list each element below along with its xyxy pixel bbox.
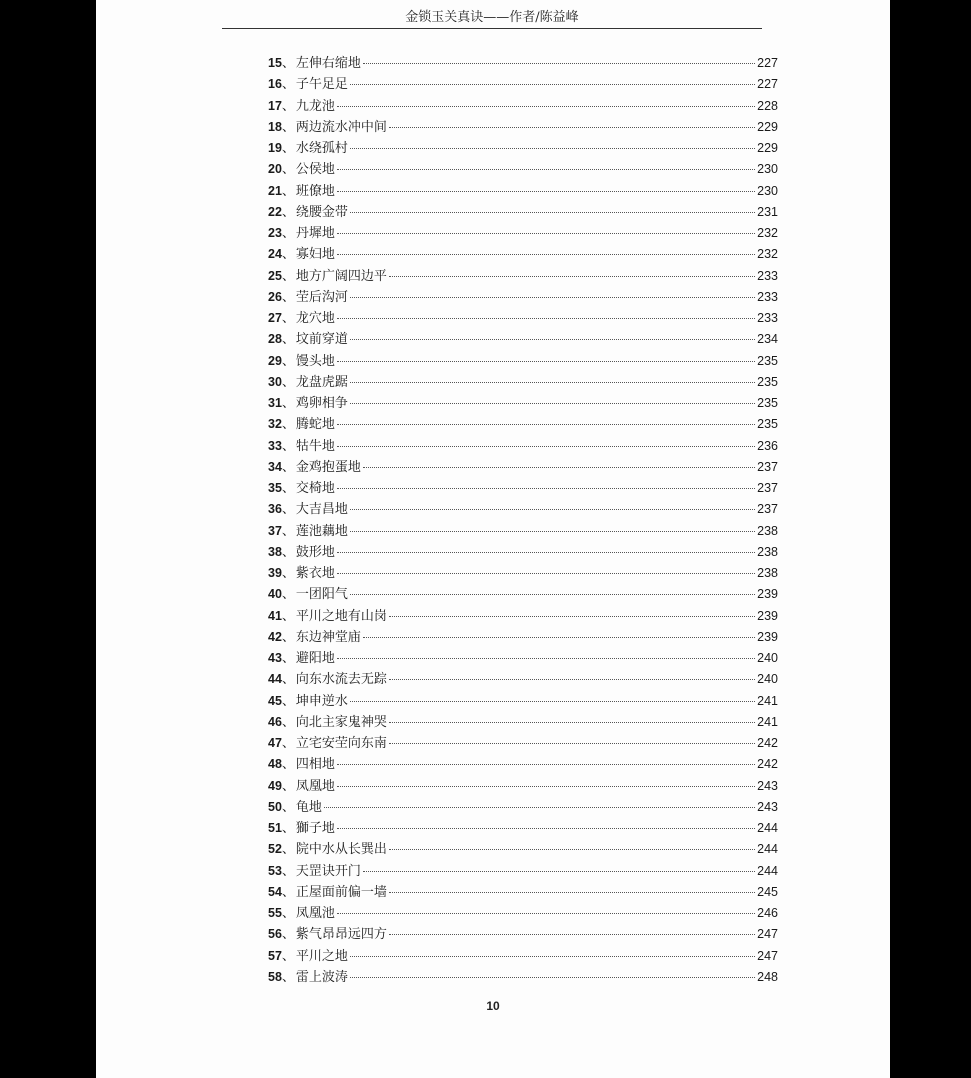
toc-dot-leader	[389, 276, 755, 277]
toc-entry-title: 凤凰地	[295, 778, 335, 794]
toc-entry-number: 56	[268, 927, 282, 942]
toc-entry-title: 獅子地	[295, 821, 335, 836]
toc-entry-title: 寡妇地	[295, 247, 335, 263]
toc-entry-page: 230	[757, 183, 778, 198]
toc-entry-separator: 、	[281, 502, 295, 518]
toc-entry-separator: 、	[281, 481, 295, 496]
toc-entry-separator: 、	[281, 141, 295, 156]
toc-entry-title: 凤凰池	[295, 906, 335, 921]
toc-entry-title: 向北主家鬼神哭	[295, 714, 387, 730]
toc-entry[interactable]	[268, 797, 778, 818]
toc-dot-leader	[350, 382, 755, 383]
toc-entry-page: 227	[757, 77, 778, 92]
toc-dot-leader	[389, 934, 755, 935]
toc-entry-number: 32	[268, 417, 282, 432]
toc-entry-title: 大吉昌地	[295, 502, 348, 518]
toc-entry[interactable]	[268, 117, 778, 138]
toc-dot-leader	[337, 191, 755, 192]
toc-entry-page: 248	[757, 969, 778, 984]
toc-entry[interactable]	[268, 967, 778, 988]
toc-dot-leader	[350, 212, 755, 213]
toc-dot-leader	[350, 297, 755, 298]
toc-entry-separator: 、	[281, 927, 295, 943]
toc-entry-separator: 、	[281, 289, 295, 305]
toc-entry[interactable]	[268, 351, 778, 372]
toc-entry-page: 243	[757, 778, 778, 793]
toc-entry[interactable]	[268, 266, 778, 287]
toc-entry[interactable]	[268, 244, 778, 265]
toc-dot-leader	[337, 318, 755, 319]
toc-entry-number: 39	[268, 566, 282, 580]
toc-entry-page: 230	[757, 162, 778, 177]
toc-entry[interactable]	[268, 712, 778, 733]
toc-entry-title: 立宅安茔向东南	[295, 736, 387, 751]
table-of-contents	[268, 53, 778, 988]
toc-entry-separator: 、	[281, 948, 295, 964]
toc-entry[interactable]	[268, 414, 778, 435]
toc-entry-number: 53	[268, 863, 282, 878]
toc-entry-number: 36	[268, 502, 282, 517]
toc-entry-separator: 、	[281, 672, 295, 688]
toc-dot-leader	[389, 679, 755, 680]
toc-entry-separator: 、	[281, 736, 295, 751]
toc-entry-number: 33	[268, 438, 282, 453]
toc-entry-number: 28	[268, 332, 282, 347]
toc-dot-leader	[337, 488, 755, 489]
toc-entry-page: 241	[757, 714, 778, 729]
toc-entry-title: 院中水从长巽出	[295, 842, 387, 858]
toc-entry-separator: 、	[281, 226, 295, 241]
toc-entry-title: 一团阳气	[295, 587, 348, 603]
toc-entry-number: 42	[268, 629, 282, 644]
toc-dot-leader	[389, 743, 755, 744]
toc-entry-number: 26	[268, 289, 282, 304]
toc-entry[interactable]	[268, 308, 778, 329]
toc-entry-separator: 、	[281, 98, 295, 114]
toc-dot-leader	[337, 169, 755, 170]
toc-entry-page: 239	[757, 587, 778, 602]
toc-entry-separator: 、	[281, 56, 295, 71]
toc-entry[interactable]	[268, 521, 778, 542]
toc-entry-title: 绕腰金带	[295, 204, 348, 220]
toc-entry-page: 235	[757, 353, 778, 368]
toc-entry[interactable]	[268, 627, 778, 648]
toc-entry[interactable]	[268, 691, 778, 712]
toc-entry[interactable]	[268, 606, 778, 627]
toc-entry-separator: 、	[281, 714, 295, 730]
toc-entry-separator: 、	[281, 204, 295, 220]
toc-entry-page: 247	[757, 948, 778, 963]
toc-entry-separator: 、	[281, 77, 295, 93]
toc-dot-leader	[337, 233, 755, 234]
toc-dot-leader	[389, 127, 755, 128]
toc-dot-leader	[337, 913, 755, 914]
toc-entry-title: 雷上波涛	[295, 969, 348, 985]
toc-entry-page: 229	[757, 119, 778, 134]
toc-entry-separator: 、	[281, 757, 295, 773]
toc-entry[interactable]	[268, 754, 778, 775]
toc-entry[interactable]	[268, 946, 778, 967]
toc-entry-title: 水绕孤村	[295, 141, 348, 156]
toc-entry-page: 234	[757, 332, 778, 347]
toc-entry-number: 35	[268, 481, 282, 495]
toc-entry[interactable]	[268, 74, 778, 95]
toc-dot-leader	[350, 148, 755, 149]
toc-entry-separator: 、	[281, 162, 295, 178]
toc-entry-title: 向东水流去无踪	[295, 672, 387, 688]
toc-entry[interactable]	[268, 648, 778, 669]
toc-entry-number: 22	[268, 204, 282, 219]
toc-entry-page: 244	[757, 821, 778, 835]
toc-entry-title: 平川之地有山岗	[295, 608, 387, 624]
toc-entry-page: 227	[757, 56, 778, 70]
toc-dot-leader	[389, 616, 755, 617]
toc-entry-number: 54	[268, 884, 282, 899]
toc-entry-separator: 、	[281, 651, 295, 666]
toc-entry-title: 牯牛地	[295, 438, 335, 454]
toc-entry-separator: 、	[281, 821, 295, 836]
toc-entry-number: 15	[268, 56, 282, 70]
toc-entry-title: 四相地	[295, 757, 335, 773]
toc-entry-page: 231	[757, 204, 778, 219]
toc-entry-number: 34	[268, 459, 282, 474]
toc-entry-page: 245	[757, 884, 778, 899]
toc-entry-page: 237	[757, 481, 778, 495]
toc-entry-number: 43	[268, 651, 282, 665]
toc-dot-leader	[337, 106, 755, 107]
toc-entry[interactable]	[268, 329, 778, 350]
toc-entry[interactable]	[268, 159, 778, 180]
toc-entry-separator: 、	[281, 459, 295, 475]
toc-entry-page: 233	[757, 268, 778, 283]
toc-dot-leader	[337, 658, 755, 659]
toc-entry-separator: 、	[281, 311, 295, 326]
toc-entry-number: 41	[268, 608, 282, 623]
toc-entry-page: 243	[757, 799, 778, 814]
toc-entry[interactable]	[268, 478, 778, 499]
toc-entry-page: 237	[757, 459, 778, 474]
toc-entry-separator: 、	[281, 906, 295, 921]
toc-dot-leader	[350, 701, 755, 702]
toc-entry-separator: 、	[281, 332, 295, 348]
toc-entry-page: 246	[757, 906, 778, 920]
toc-entry-number: 52	[268, 842, 282, 857]
toc-entry-separator: 、	[281, 353, 295, 369]
toc-dot-leader	[350, 84, 755, 85]
toc-entry[interactable]	[268, 776, 778, 797]
page-number: 10	[486, 999, 500, 1013]
toc-dot-leader	[324, 807, 755, 808]
toc-dot-leader	[337, 446, 755, 447]
toc-entry-number: 51	[268, 821, 282, 835]
toc-entry[interactable]	[268, 457, 778, 478]
toc-entry-separator: 、	[281, 183, 295, 199]
toc-entry-separator: 、	[281, 247, 295, 263]
toc-entry[interactable]	[268, 53, 778, 74]
toc-entry-number: 18	[268, 119, 282, 134]
toc-dot-leader	[389, 849, 755, 850]
toc-entry-title: 茔后沟河	[295, 289, 348, 305]
toc-entry-page: 232	[757, 226, 778, 240]
toc-entry-separator: 、	[281, 629, 295, 645]
toc-dot-leader	[350, 531, 755, 532]
toc-dot-leader	[389, 892, 755, 893]
toc-entry-title: 鸡卵相争	[295, 396, 348, 411]
toc-dot-leader	[337, 786, 755, 787]
toc-dot-leader	[337, 254, 755, 255]
toc-entry[interactable]	[268, 924, 778, 945]
toc-entry[interactable]	[268, 818, 778, 839]
toc-entry-page: 229	[757, 141, 778, 155]
toc-entry-number: 49	[268, 778, 282, 793]
toc-entry[interactable]	[268, 563, 778, 584]
toc-entry-number: 23	[268, 226, 282, 240]
toc-dot-leader	[337, 764, 755, 765]
toc-entry[interactable]	[268, 287, 778, 308]
toc-entry-number: 37	[268, 523, 282, 538]
toc-entry-number: 17	[268, 98, 282, 113]
toc-entry[interactable]	[268, 669, 778, 690]
toc-entry-separator: 、	[281, 417, 295, 433]
toc-entry-page: 241	[757, 693, 778, 708]
toc-entry-separator: 、	[281, 544, 295, 560]
toc-entry-separator: 、	[281, 523, 295, 539]
toc-entry-title: 平川之地	[295, 948, 348, 964]
toc-entry-separator: 、	[281, 374, 295, 390]
toc-entry-title: 班僚地	[295, 183, 335, 199]
toc-entry-number: 27	[268, 311, 282, 325]
toc-entry-title: 腾蛇地	[295, 417, 335, 433]
toc-entry[interactable]	[268, 861, 778, 882]
toc-entry-page: 239	[757, 629, 778, 644]
toc-entry[interactable]	[268, 202, 778, 223]
toc-entry-separator: 、	[281, 268, 295, 284]
toc-entry-title: 紫衣地	[295, 566, 335, 581]
toc-entry[interactable]	[268, 839, 778, 860]
toc-entry-page: 247	[757, 927, 778, 942]
toc-entry[interactable]	[268, 882, 778, 903]
toc-entry-page: 238	[757, 523, 778, 538]
toc-entry-separator: 、	[281, 608, 295, 624]
toc-entry-separator: 、	[281, 438, 295, 454]
toc-entry-page: 240	[757, 651, 778, 665]
toc-entry-page: 235	[757, 396, 778, 410]
toc-entry-page: 237	[757, 502, 778, 517]
toc-entry[interactable]	[268, 542, 778, 563]
toc-entry-page: 244	[757, 842, 778, 857]
toc-dot-leader	[337, 573, 755, 574]
toc-entry-separator: 、	[281, 587, 295, 603]
toc-entry[interactable]	[268, 372, 778, 393]
toc-entry-page: 236	[757, 438, 778, 453]
toc-dot-leader	[350, 594, 755, 595]
toc-entry-page: 235	[757, 417, 778, 432]
toc-entry-number: 21	[268, 183, 282, 198]
toc-entry-title: 交椅地	[295, 481, 335, 496]
toc-entry-separator: 、	[281, 566, 295, 581]
toc-entry-page: 228	[757, 98, 778, 113]
toc-entry-page: 235	[757, 374, 778, 389]
running-header: 金锁玉关真诀——作者/陈益峰	[222, 8, 762, 29]
toc-entry-page: 233	[757, 311, 778, 325]
toc-entry-page: 239	[757, 608, 778, 623]
toc-entry-separator: 、	[281, 799, 295, 815]
toc-entry[interactable]	[268, 499, 778, 520]
toc-dot-leader	[337, 361, 755, 362]
toc-entry-page: 238	[757, 566, 778, 580]
toc-dot-leader	[350, 339, 755, 340]
toc-entry-number: 31	[268, 396, 282, 410]
toc-entry-title: 龟地	[295, 799, 322, 815]
toc-entry-title: 避阳地	[295, 651, 335, 666]
toc-entry-number: 45	[268, 693, 282, 708]
toc-entry-title: 公侯地	[295, 162, 335, 178]
toc-entry[interactable]	[268, 181, 778, 202]
toc-entry-title: 两边流水冲中间	[295, 119, 387, 135]
toc-entry[interactable]	[268, 733, 778, 754]
toc-entry-number: 47	[268, 736, 282, 750]
toc-entry[interactable]	[268, 138, 778, 159]
toc-entry[interactable]	[268, 436, 778, 457]
toc-entry-number: 19	[268, 141, 282, 155]
toc-entry-title: 鼓形地	[295, 544, 335, 560]
toc-entry-page: 232	[757, 247, 778, 262]
toc-entry-separator: 、	[281, 842, 295, 858]
toc-dot-leader	[350, 509, 755, 510]
toc-entry-title: 坟前穿道	[295, 332, 348, 348]
toc-entry-page: 238	[757, 544, 778, 559]
toc-entry-number: 30	[268, 374, 282, 389]
toc-entry-title: 九龙池	[295, 98, 335, 114]
toc-entry-title: 龙穴地	[295, 311, 335, 326]
toc-dot-leader	[363, 63, 755, 64]
toc-entry-page: 242	[757, 757, 778, 772]
toc-entry-number: 48	[268, 757, 282, 772]
toc-entry-number: 55	[268, 906, 282, 920]
toc-entry-page: 242	[757, 736, 778, 750]
toc-entry-separator: 、	[281, 119, 295, 135]
toc-dot-leader	[363, 871, 755, 872]
toc-entry-title: 东边神堂庙	[295, 629, 361, 645]
toc-dot-leader	[363, 467, 755, 468]
toc-entry-number: 20	[268, 162, 282, 177]
toc-dot-leader	[389, 722, 755, 723]
toc-entry-separator: 、	[281, 969, 295, 985]
toc-entry-separator: 、	[281, 778, 295, 794]
toc-entry-number: 16	[268, 77, 282, 92]
toc-dot-leader	[337, 424, 755, 425]
toc-entry[interactable]	[268, 584, 778, 605]
toc-entry-title: 天罡诀开门	[295, 863, 361, 879]
toc-entry[interactable]	[268, 393, 778, 414]
toc-dot-leader	[350, 403, 755, 404]
toc-entry-separator: 、	[281, 396, 295, 411]
toc-entry-title: 正屋面前偏一墙	[295, 884, 387, 900]
toc-entry[interactable]	[268, 96, 778, 117]
toc-entry-title: 金鸡抱蛋地	[295, 459, 361, 475]
toc-entry-number: 46	[268, 714, 282, 729]
toc-entry-title: 紫气昂昂远四方	[295, 927, 387, 943]
toc-entry-number: 40	[268, 587, 282, 602]
toc-entry-title: 坤申逆水	[295, 693, 348, 709]
toc-entry-number: 44	[268, 672, 282, 687]
toc-entry-title: 莲池藕地	[295, 523, 348, 539]
toc-entry-separator: 、	[281, 863, 295, 879]
toc-entry-number: 38	[268, 544, 282, 559]
toc-entry-number: 50	[268, 799, 282, 814]
toc-entry-page: 244	[757, 863, 778, 878]
toc-dot-leader	[363, 637, 755, 638]
toc-entry-number: 29	[268, 353, 282, 368]
toc-entry-title: 地方广阔四边平	[295, 268, 387, 284]
toc-entry-page: 233	[757, 289, 778, 304]
toc-entry-separator: 、	[281, 884, 295, 900]
toc-dot-leader	[350, 977, 755, 978]
toc-entry-separator: 、	[281, 693, 295, 709]
toc-entry-title: 子午足足	[295, 77, 348, 93]
toc-dot-leader	[337, 552, 755, 553]
toc-entry-title: 左伸右缩地	[295, 56, 361, 71]
toc-entry-title: 丹墀地	[295, 226, 335, 241]
toc-entry-title: 龙盘虎踞	[295, 374, 348, 390]
toc-entry[interactable]	[268, 223, 778, 244]
toc-entry-page: 240	[757, 672, 778, 687]
toc-entry-number: 24	[268, 247, 282, 262]
toc-entry-number: 57	[268, 948, 282, 963]
document-page	[96, 0, 890, 1078]
toc-entry-title: 馒头地	[295, 353, 335, 369]
toc-entry-number: 25	[268, 268, 282, 283]
toc-entry[interactable]	[268, 903, 778, 924]
toc-entry-number: 58	[268, 969, 282, 984]
toc-dot-leader	[350, 956, 755, 957]
toc-dot-leader	[337, 828, 755, 829]
